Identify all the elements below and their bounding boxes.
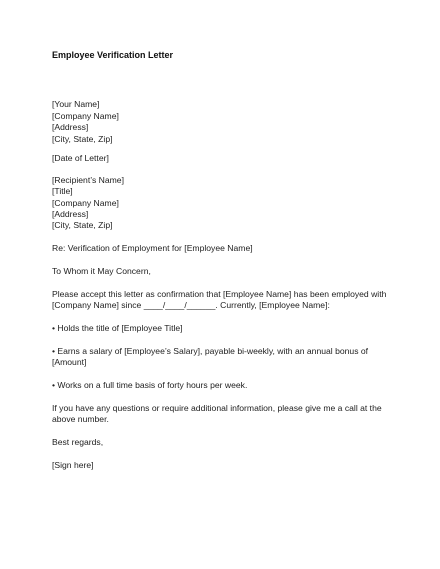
intro-paragraph-line-2: [Company Name] since ____/____/______. Currently, [Employee Name]: [52, 300, 330, 310]
sender-name: [Your Name] [52, 99, 100, 109]
bullet-salary-line-1: • Earns a salary of [Employee’s Salary], payable bi-weekly, with an annual bonus of [52, 346, 369, 356]
recipient-address: [Address] [52, 209, 89, 219]
bullet-salary-line-2: [Amount] [52, 357, 87, 367]
sender-company: [Company Name] [52, 111, 119, 121]
letter-title: Employee Verification Letter [52, 50, 174, 60]
bullet-title: • Holds the title of [Employee Title] [52, 323, 183, 333]
intro-paragraph-line-1: Please accept this letter as confirmation that [Employee Name] has been employed with [52, 289, 387, 299]
sender-city-state-zip: [City, State, Zip] [52, 134, 113, 144]
salutation: To Whom it May Concern, [52, 266, 151, 276]
subject-line: Re: Verification of Employment for [Employee Name] [52, 243, 253, 253]
letter-date: [Date of Letter] [52, 153, 109, 163]
bullet-hours: • Works on a full time basis of forty hours per week. [52, 380, 248, 390]
closing-paragraph-line-1: If you have any questions or require additional information, please give me a call at the [52, 403, 382, 413]
sign-off: Best regards, [52, 437, 104, 447]
signature-placeholder: [Sign here] [52, 460, 94, 470]
recipient-title: [Title] [52, 186, 73, 196]
closing-paragraph-line-2: above number. [52, 414, 109, 424]
recipient-company: [Company Name] [52, 198, 119, 208]
recipient-city-state-zip: [City, State, Zip] [52, 220, 113, 230]
recipient-name: [Recipient’s Name] [52, 175, 124, 185]
sender-address: [Address] [52, 122, 89, 132]
